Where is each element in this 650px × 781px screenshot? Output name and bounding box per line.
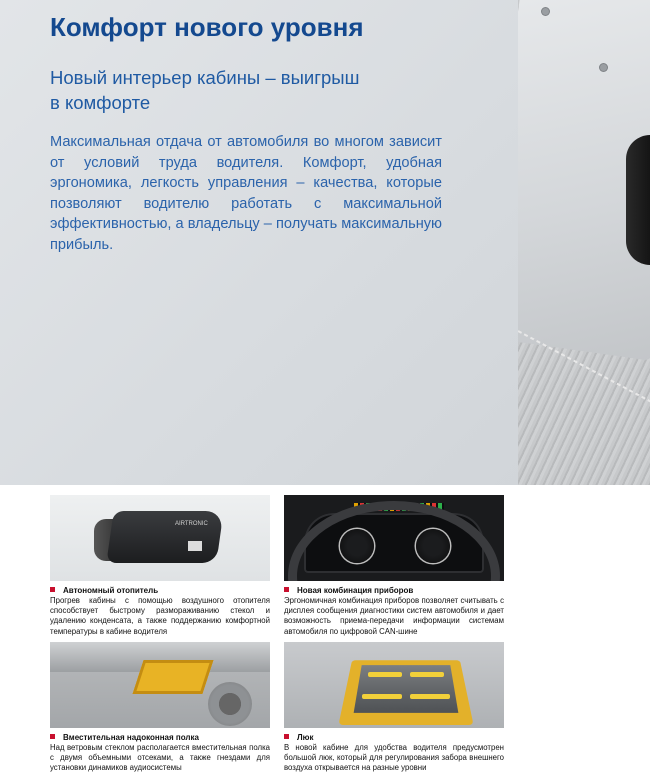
feature-card-shelf: [50, 642, 270, 774]
grab-handle: [626, 135, 650, 265]
shelf-compartment: [132, 660, 213, 694]
hatch-light-strip: [410, 672, 444, 677]
heater-unit: [106, 511, 223, 563]
feature-description: Над ветровым стеклом располагается вместительная полка с двумя объемными отсеками, а также гнездами для установки динамиков аудиосистемы: [50, 743, 270, 773]
feature-description: Прогрев кабины с помощью воздушного отопителя способствует быстрому размораживанию стекол и удалению конденсата, а также поддержанию комфортной температуры в кабине водителя: [50, 596, 270, 636]
speaker-socket: [208, 682, 252, 726]
red-square-bullet-icon: [284, 587, 289, 592]
subtitle-line: в комфорте: [50, 92, 151, 113]
rivet: [600, 64, 607, 71]
feature-card-hatch: [284, 642, 504, 774]
feature-card-heater: [50, 495, 270, 637]
intro-paragraph: Максимальная отдача от автомобиля во многом зависит от условий труда водителя. Комфорт, удобная эргономика, легкость управления – качества, которые позволяют водителю работать с максимальной эффективностью, а владельцу – получать максимальную прибыль.: [50, 134, 442, 253]
subtitle: [50, 65, 430, 115]
rivet: [542, 8, 549, 15]
feature-description: Эргономичная комбинация приборов позволяет считывать с дисплея сообщения диагностики систем автомобиля и дает возможность приема-передачи информации системам автомобиля по цифровой CAN-шине: [284, 596, 504, 636]
overhead-shelf-photo: [50, 642, 270, 728]
feature-title-text: Автономный отопитель: [63, 586, 159, 595]
red-square-bullet-icon: [50, 587, 55, 592]
feature-title: [50, 586, 270, 596]
heater-label-plate: [188, 541, 202, 551]
subtitle-line: Новый интерьер кабины – выигрыш: [50, 67, 360, 88]
feature-title: [284, 733, 504, 743]
red-square-bullet-icon: [284, 734, 289, 739]
feature-title: [50, 733, 270, 743]
cabin-interior-photo: [518, 0, 650, 485]
feature-title-text: Новая комбинация приборов: [297, 586, 414, 595]
hatch-light-strip: [368, 672, 402, 677]
roof-hatch-photo: [284, 642, 504, 728]
hatch-light-strip: [362, 694, 402, 699]
steering-wheel: [288, 501, 500, 581]
heater-photo: [50, 495, 270, 581]
heater-logo: AIRTRONIC: [175, 521, 208, 527]
feature-description: В новой кабине для удобства водителя предусмотрен большой люк, который для регулирования забора внешнего воздуха открывается на разные уровни: [284, 743, 504, 773]
instrument-cluster-photo: [284, 495, 504, 581]
feature-card-cluster: [284, 495, 504, 637]
hatch-light-strip: [410, 694, 450, 699]
red-square-bullet-icon: [50, 734, 55, 739]
feature-title-text: Вместительная надоконная полка: [63, 733, 199, 742]
page-title: Комфорт нового уровня: [50, 12, 364, 42]
feature-title-text: Люк: [297, 733, 314, 742]
feature-title: [284, 586, 504, 596]
